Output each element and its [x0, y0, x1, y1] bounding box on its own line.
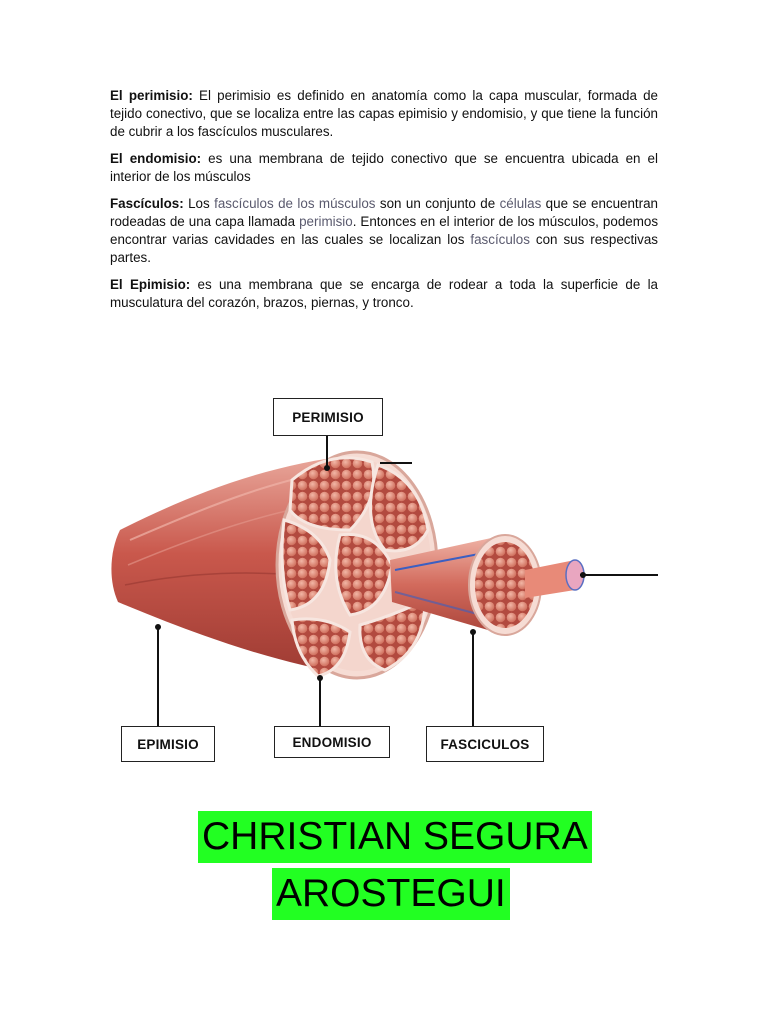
text-perimisio: El perimisio es definido en anatomía como la capa muscular, formada de tejido conectivo, que se localiza entre las capas epimisio y endomisio, y que tiene la función de cubrir a los fascículos musculares. [110, 88, 658, 139]
label-endomisio: ENDOMISIO [274, 726, 390, 758]
link-celulas[interactable]: células [499, 196, 542, 211]
term-fasciculos: Fascículos: [110, 196, 184, 211]
text-fasciculos-2: son un conjunto de [375, 196, 500, 211]
link-fasciculos[interactable]: fascículos [470, 232, 530, 247]
text-fasciculos-1: Los [183, 196, 215, 211]
muscle-diagram [0, 370, 768, 790]
paragraph-epimisio [110, 276, 658, 312]
term-epimisio: El Epimisio: [110, 277, 191, 292]
link-fasciculos-musculos[interactable]: fascículos de los músculos [214, 196, 376, 211]
term-perimisio: El perimisio: [110, 88, 193, 103]
text-fasciculos-4: . Entonces en el interior de los músculos, podemos encontrar varias cavidades en las cuales se localizan los [110, 214, 659, 247]
link-perimisio[interactable]: perimisio [299, 214, 353, 229]
text-body [110, 87, 658, 321]
label-epimisio: EPIMISIO [121, 726, 215, 762]
author-name-line2: AROSTEGUI [272, 868, 510, 920]
paragraph-fasciculos [110, 195, 658, 267]
paragraph-endomisio [110, 150, 658, 186]
text-fasciculos-5: con sus respectivas partes. [110, 232, 658, 265]
text-epimisio: es una membrana que se encarga de rodear a toda la superficie de la musculatura del corazón, brazos, piernas, y tronco. [110, 277, 659, 310]
author-name-line1: CHRISTIAN SEGURA [198, 811, 592, 863]
label-perimisio: PERIMISIO [273, 398, 383, 436]
term-endomisio: El endomisio: [110, 151, 202, 166]
text-fasciculos-3: que se encuentran rodeadas de una capa llamada [110, 196, 659, 229]
paragraph-perimisio [110, 87, 658, 141]
text-endomisio: es una membrana de tejido conectivo que se encuentra ubicada en el interior de los músculos [110, 151, 658, 184]
label-fasciculos: FASCICULOS [426, 726, 544, 762]
